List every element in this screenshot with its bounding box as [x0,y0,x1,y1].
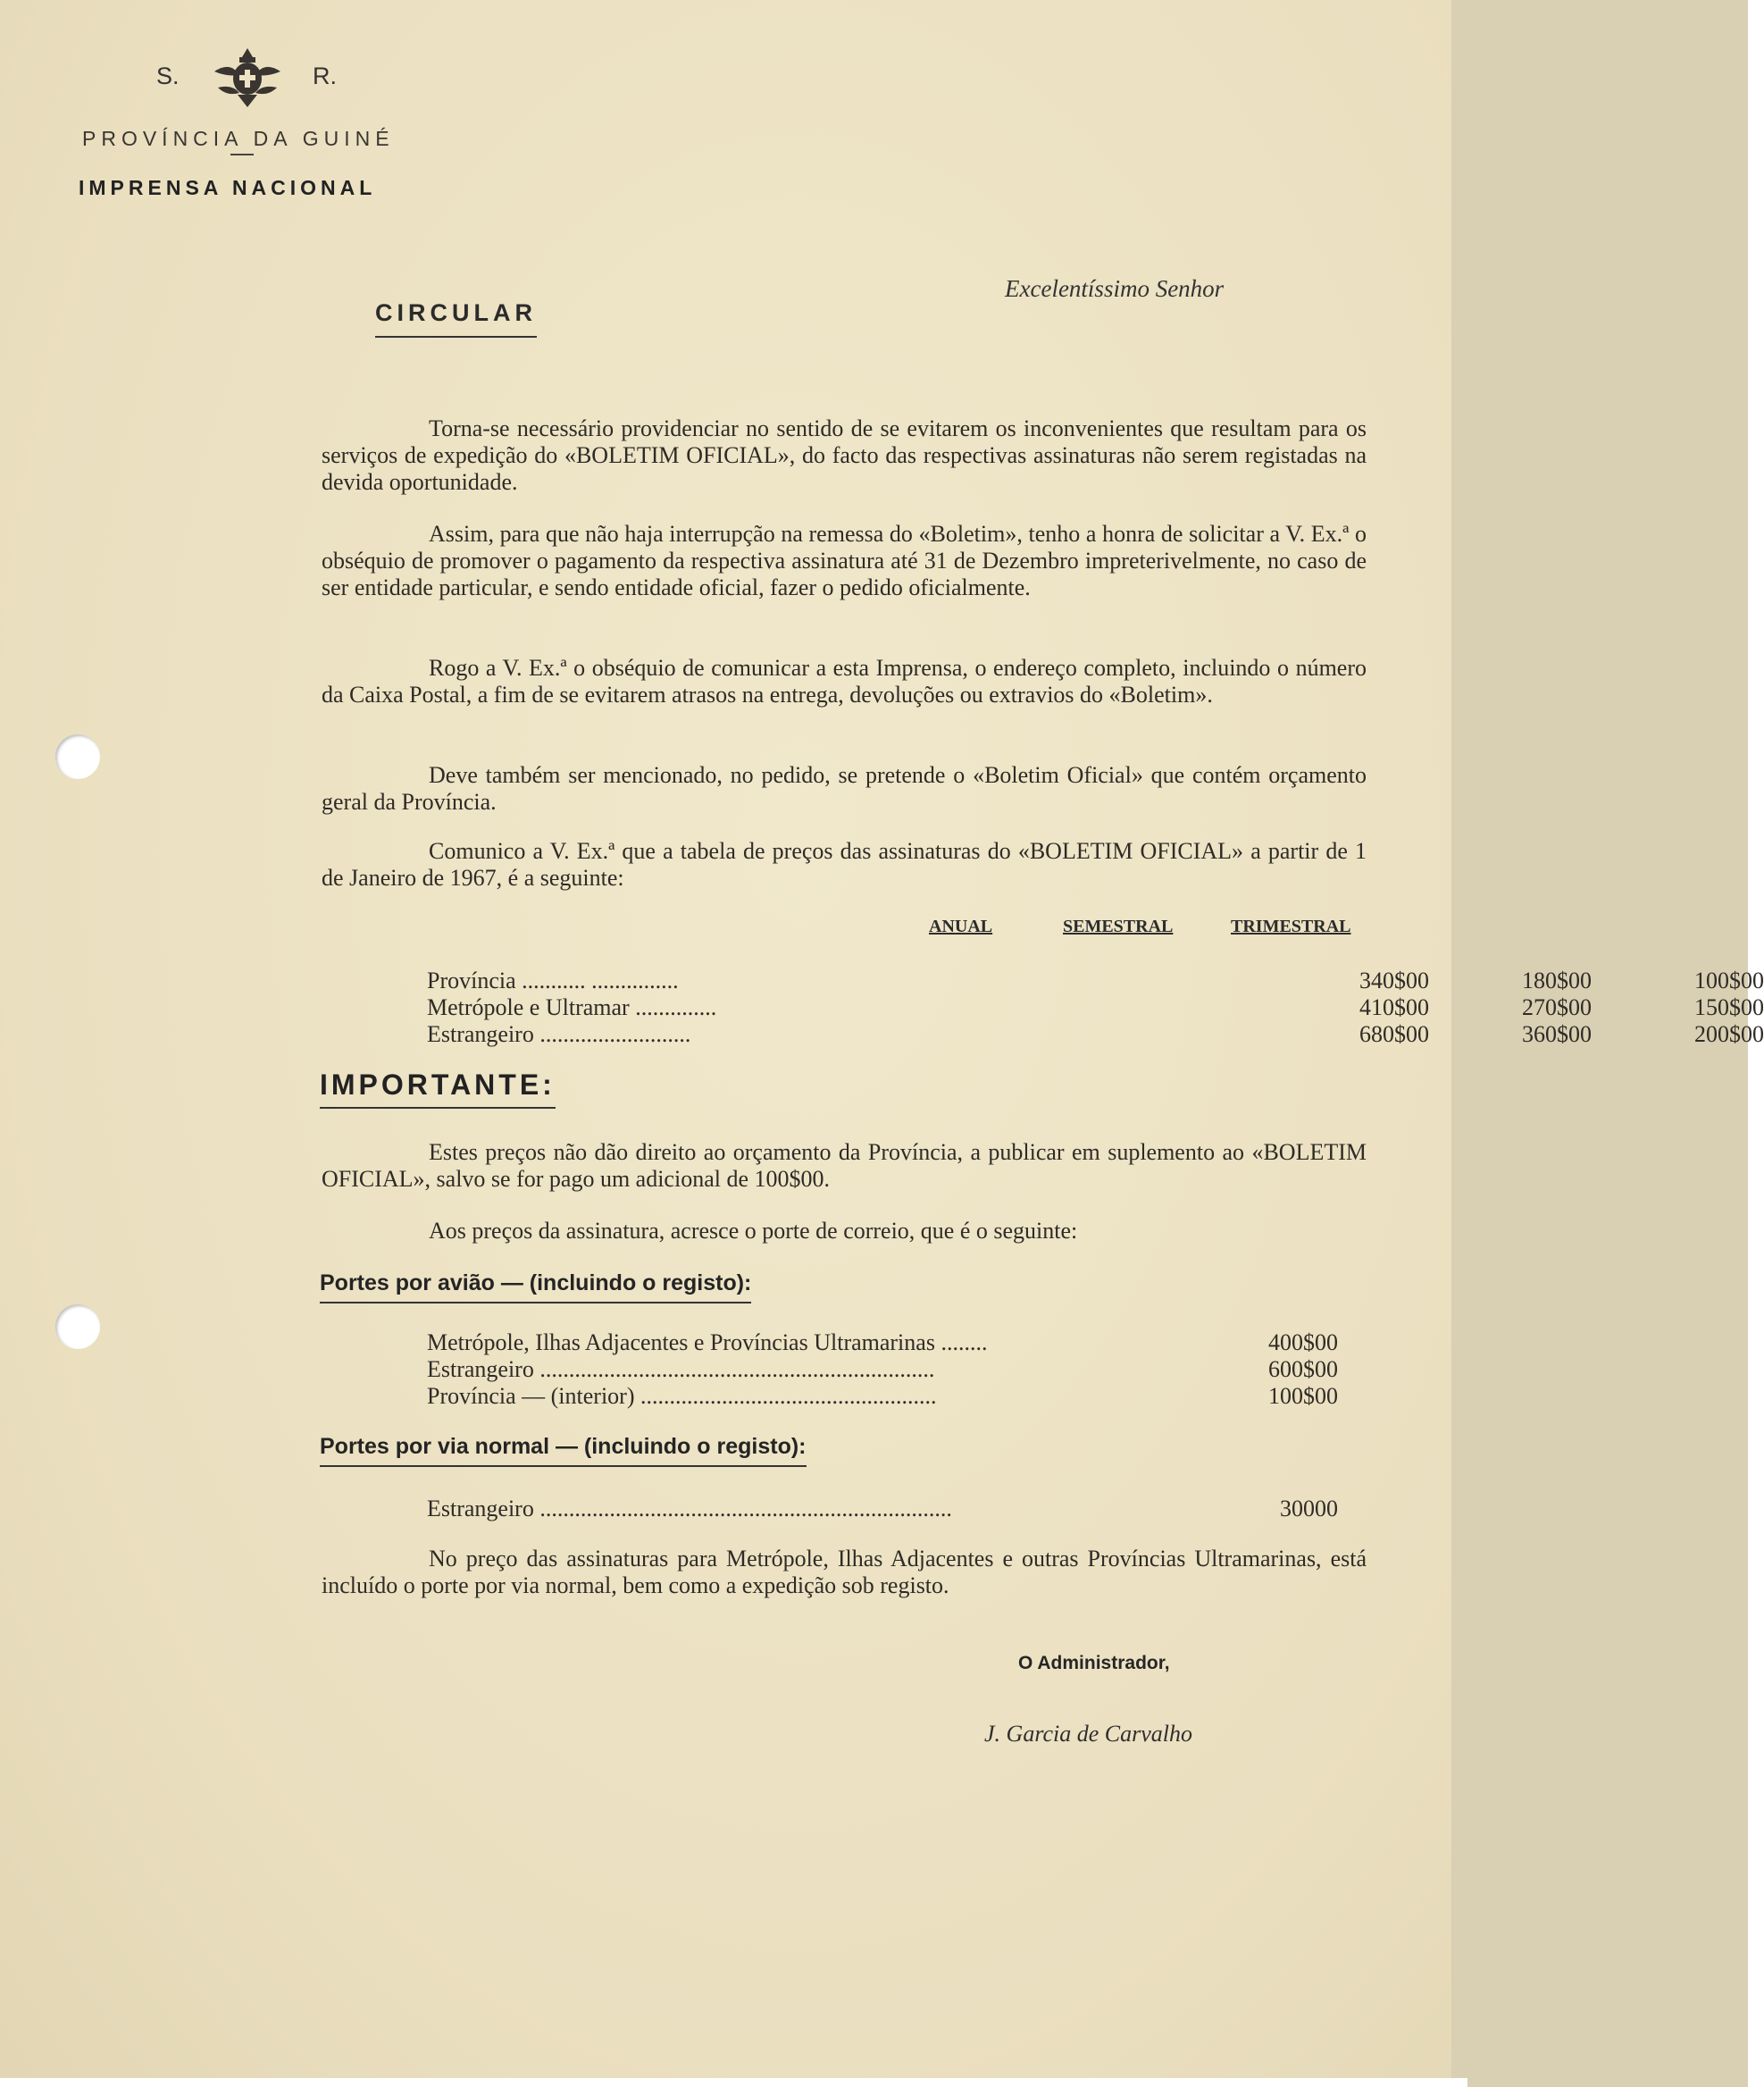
importante-heading: IMPORTANTE: [320,1069,556,1109]
price-trimestral: 100$00 [1694,968,1764,993]
air-mail-row [427,1356,1338,1383]
scan-edge-bottom [0,2078,1467,2087]
letterhead-r: R. [313,63,337,89]
paragraph-2 [322,521,1367,601]
table-row [427,994,1764,1021]
price-semestral: 180$00 [1522,968,1592,993]
row-label: Estrangeiro .......................... [427,1021,691,1047]
air-mail-row [427,1383,1338,1410]
importante-paragraph-2-text: Aos preços da assinatura, acresce o porte de correio, que é o seguinte: [429,1218,1078,1244]
signatory-role: O Administrador, [1018,1653,1170,1673]
price-anual: 340$00 [1359,968,1429,993]
normal-mail-heading: Portes por via normal — (incluindo o registo): [320,1434,807,1467]
column-header-anual: ANUAL [929,917,993,936]
importante-paragraph-1-text: Estes preços não dão direito ao orçamento da Província, a publicar em suplemento ao «BOLETIM OFICIAL», salvo se for pago um adicional de 100$00. [322,1139,1367,1192]
air-mail-label: Estrangeiro .................................................................... [427,1356,935,1382]
salutation: Excelentíssimo Senhor [1005,275,1225,302]
coat-of-arms-icon [207,45,288,116]
document-heading: CIRCULAR [375,299,537,338]
paragraph-5-text: Comunico a V. Ex.ª que a tabela de preços das assinaturas do «BOLETIM OFICIAL» a partir de 1 de Janeiro de 1967, é a seguinte: [322,838,1367,891]
air-mail-value: 600$00 [1268,1356,1338,1382]
table-row [427,968,1764,994]
importante-paragraph-1 [322,1139,1367,1193]
divider [230,154,254,155]
air-mail-row [427,1329,1338,1356]
price-semestral: 360$00 [1522,1021,1592,1047]
row-label: Província ........... ............... [427,968,679,993]
air-mail-value: 400$00 [1268,1329,1338,1355]
normal-mail-label: Estrangeiro ....................................................................... [427,1496,952,1521]
punch-hole-top [55,734,100,779]
normal-mail-value: 30000 [1280,1496,1338,1521]
paragraph-2-text: Assim, para que não haja interrupção na remessa do «Boletim», tenho a honra de solicitar a V. Ex.ª o obséquio de promover o pagamento da respectiva assinatura até 31 de Dezembro impreterivelmente, no caso de ser entidade particular, e sendo entidade oficial, fazer o pedido oficialmente. [322,521,1367,600]
price-semestral: 270$00 [1522,994,1592,1020]
air-mail-value: 100$00 [1268,1383,1338,1409]
price-trimestral: 150$00 [1694,994,1764,1020]
row-label: Metrópole e Ultramar .............. [427,994,717,1020]
punch-hole-bottom [55,1304,100,1349]
table-row [427,1021,1764,1048]
press-name: IMPRENSA NACIONAL [79,176,377,199]
signatory-name: J. Garcia de Carvalho [984,1721,1192,1747]
paragraph-1 [322,415,1367,496]
province-name: PROVÍNCIA DA GUINÉ [82,127,395,150]
column-header-trimestral: TRIMESTRAL [1231,917,1351,936]
column-header-semestral: SEMESTRAL [1063,917,1174,936]
normal-mail-row [427,1496,1338,1522]
air-mail-heading: Portes por avião — (incluindo o registo): [320,1270,751,1303]
paragraph-3-text: Rogo a V. Ex.ª o obséquio de comunicar a esta Imprensa, o endereço completo, incluindo o número da Caixa Postal, a fim de se evitarem atrasos na entrega, devoluções ou extravios do «Boletim». [322,655,1367,708]
paragraph-4 [322,762,1367,816]
price-anual: 410$00 [1359,994,1429,1020]
air-mail-label: Metrópole, Ilhas Adjacentes e Províncias Ultramarinas ........ [427,1329,988,1355]
air-mail-label: Província — (interior) ................................................... [427,1383,937,1409]
paragraph-1-text: Torna-se necessário providenciar no sentido de se evitarem os inconvenientes que resultam para os serviços de expedição do «BOLETIM OFICIAL», do facto das respectivas assinaturas não serem registadas na devida oportunidade. [322,415,1367,495]
closing-paragraph [322,1546,1367,1599]
paragraph-3 [322,655,1367,708]
closing-paragraph-text: No preço das assinaturas para Metrópole, Ilhas Adjacentes e outras Províncias Ultramarinas, está incluído o porte por via normal, bem como a expedição sob registo. [322,1546,1367,1598]
letterhead-s: S. [156,63,180,89]
price-anual: 680$00 [1359,1021,1429,1047]
importante-paragraph-2 [322,1218,1367,1245]
paragraph-5 [322,838,1367,892]
price-trimestral: 200$00 [1694,1021,1764,1047]
paragraph-4-text: Deve também ser mencionado, no pedido, se pretende o «Boletim Oficial» que contém orçamento geral da Província. [322,762,1367,815]
